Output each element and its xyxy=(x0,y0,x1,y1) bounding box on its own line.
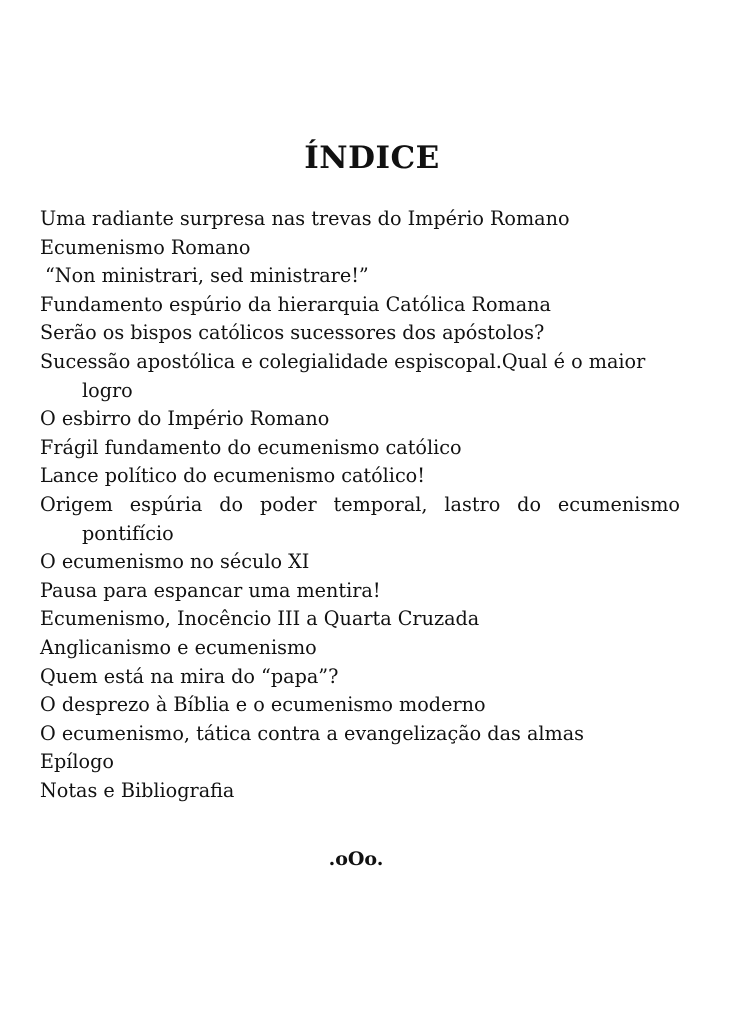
toc-item: O ecumenismo, tática contra a evangelização das almas xyxy=(40,721,585,745)
table-of-contents xyxy=(40,205,680,805)
toc-item-line: Sucessão apostólica e colegialidade espiscopal.Qual é o maior xyxy=(40,349,646,373)
toc-item: Frágil fundamento do ecumenismo católico xyxy=(40,435,462,459)
toc-item: Lance político do ecumenismo católico! xyxy=(40,464,425,488)
toc-item: Fundamento espúrio da hierarquia Católica Romana xyxy=(40,292,551,316)
toc-item: Serão os bispos católicos sucessores dos apóstolos? xyxy=(40,321,545,345)
toc-item-continuation: logro xyxy=(82,378,133,402)
page-title: ÍNDICE xyxy=(304,140,440,176)
toc-item: Anglicanismo e ecumenismo xyxy=(40,635,317,659)
toc-item: Ecumenismo, Inocêncio III a Quarta Cruzada xyxy=(40,607,480,631)
toc-item-line: Origem espúria do poder temporal, lastro do ecumenismo xyxy=(40,492,680,516)
toc-item-continuation: pontifício xyxy=(82,521,174,545)
toc-item xyxy=(40,348,680,405)
toc-item: O ecumenismo no século XI xyxy=(40,550,310,574)
toc-item: Ecumenismo Romano xyxy=(40,235,251,259)
toc-item: Epílogo xyxy=(40,750,114,774)
toc-item xyxy=(40,491,680,548)
toc-item: Notas e Bibliografia xyxy=(40,778,235,802)
toc-item: Quem está na mira do “papa”? xyxy=(40,664,339,688)
toc-item: “Non ministrari, sed ministrare!” xyxy=(45,264,369,288)
toc-item: O desprezo à Bíblia e o ecumenismo moderno xyxy=(40,693,486,717)
toc-item: Pausa para espancar uma mentira! xyxy=(40,578,381,602)
end-ornament: .oOo. xyxy=(328,848,384,870)
toc-item: Uma radiante surpresa nas trevas do Império Romano xyxy=(40,207,570,230)
toc-item: O esbirro do Império Romano xyxy=(40,407,330,431)
